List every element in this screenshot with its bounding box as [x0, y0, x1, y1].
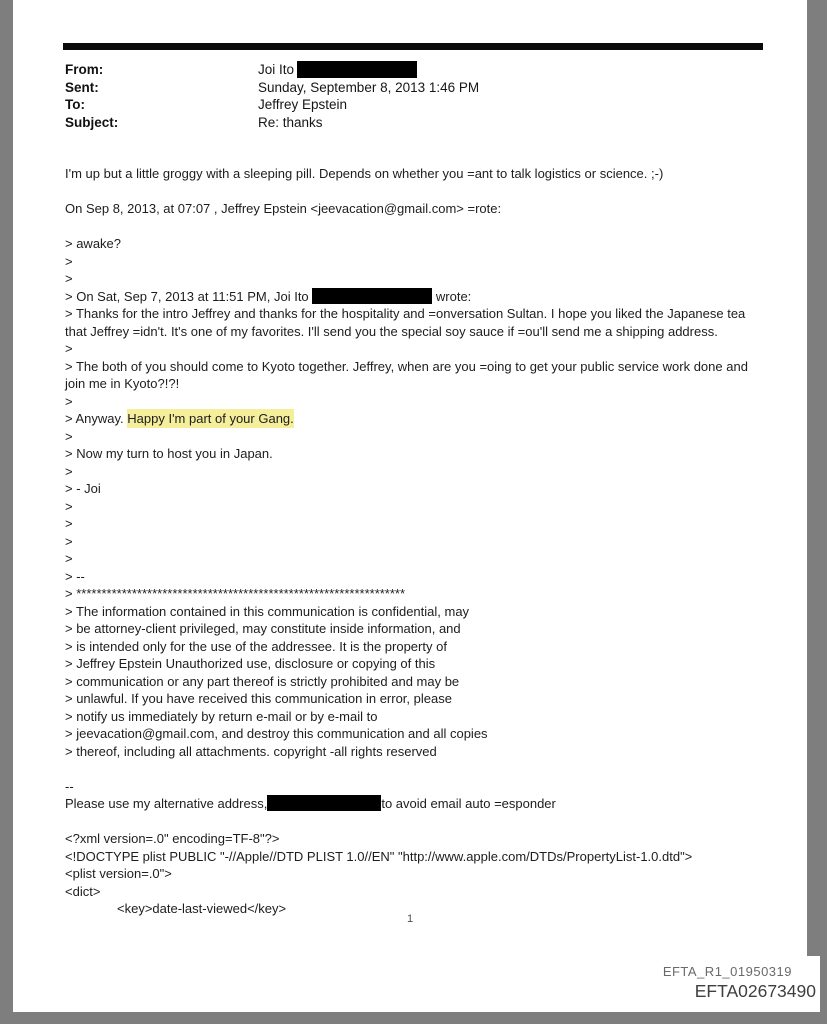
email-body-line	[65, 200, 781, 218]
email-body-line	[65, 743, 781, 761]
header-row-from	[65, 61, 765, 79]
header-divider-rule	[63, 43, 763, 50]
text-run: <!DOCTYPE plist PUBLIC "-//Apple//DTD PLIST 1.0//EN" "http://www.apple.com/DTDs/PropertyList-1.0.dtd">	[65, 848, 693, 864]
email-body-line	[65, 305, 781, 323]
text-run: > be attorney-client privileged, may constitute inside information, and	[65, 621, 461, 636]
text-run: > *****************************************************************	[65, 586, 406, 601]
email-body-line	[65, 655, 781, 673]
email-body-line	[65, 463, 781, 481]
email-body-line	[65, 778, 781, 796]
text-run: >	[65, 341, 73, 356]
text-run: join me in Kyoto?!?!	[65, 376, 180, 391]
redaction-bar	[312, 288, 432, 304]
document-page	[13, 0, 807, 1012]
from-value	[258, 61, 765, 79]
email-body-line	[65, 218, 781, 236]
sent-value: Sunday, September 8, 2013 1:46 PM	[258, 79, 480, 95]
text-run: to avoid email auto =esponder	[381, 796, 556, 811]
email-body-line	[65, 235, 781, 253]
bates-number-secondary: EFTA_R1_01950319	[662, 964, 792, 979]
header-row-subject	[65, 114, 765, 132]
text-run: > jeevacation@gmail.com, and destroy this communication and all copies	[65, 726, 488, 741]
text-run: >	[65, 516, 73, 531]
email-body-line	[65, 760, 781, 778]
bates-number-primary: EFTA02673490	[694, 981, 816, 1001]
email-body-line	[65, 288, 781, 306]
to-value: Jeffrey Epstein	[258, 97, 348, 112]
email-body-line	[65, 638, 781, 656]
email-body-line	[65, 428, 781, 446]
text-run: Please use my alternative address,	[65, 796, 268, 811]
email-body-line	[65, 568, 781, 586]
email-body-line	[65, 708, 781, 726]
email-body-line	[65, 340, 781, 358]
text-run: >	[65, 551, 73, 566]
email-body-line	[65, 515, 781, 533]
text-run: > Anyway.	[65, 411, 128, 426]
subject-label: Subject:	[65, 114, 119, 130]
email-body-line	[65, 865, 781, 883]
text-run: > Now my turn to host you in Japan.	[65, 446, 273, 461]
email-body-line	[65, 253, 781, 271]
text-run: > The information contained in this communication is confidential, may	[65, 603, 470, 619]
bates-stamp-box	[638, 956, 820, 1012]
text-run: <dict>	[65, 883, 101, 899]
text-run: <plist version=.0">	[65, 866, 172, 881]
email-body-line	[65, 813, 781, 831]
email-body-line	[65, 323, 781, 341]
text-run: <key>date-last-viewed</key>	[117, 901, 287, 916]
text-run: >	[65, 428, 73, 444]
email-body-line	[65, 165, 781, 183]
text-run: > notify us immediately by return e-mail or by e-mail to	[65, 708, 378, 724]
email-body-line	[65, 603, 781, 621]
text-run: > Thanks for the intro Jeffrey and thanks for the hospitality and =onversation Sultan. I hope you liked the Japanese tea	[65, 306, 746, 321]
email-body-line	[65, 795, 781, 813]
to-label: To:	[65, 97, 85, 112]
email-body-line	[65, 620, 781, 638]
email-body	[65, 165, 781, 918]
subject-value: Re: thanks	[258, 114, 323, 130]
page-number: 1	[406, 913, 414, 925]
text-run: wrote:	[432, 288, 472, 304]
email-header	[65, 61, 765, 131]
text-run: --	[65, 778, 74, 794]
header-row-to	[65, 96, 765, 114]
text-run: > - Joi	[65, 481, 101, 496]
email-body-line	[65, 270, 781, 288]
text-run: > communication or any part thereof is strictly prohibited and may be	[65, 673, 460, 689]
email-body-line	[65, 393, 781, 411]
text-run: > --	[65, 568, 85, 584]
email-body-line	[65, 410, 781, 428]
email-body-line	[65, 498, 781, 516]
text-run: > is intended only for the use of the addressee. It is the property of	[65, 638, 447, 654]
email-body-line	[65, 183, 781, 201]
highlighted-text: Happy I'm part of your Gang.	[127, 411, 294, 426]
redaction-bar	[297, 61, 417, 78]
text-run: > awake?	[65, 236, 122, 251]
email-body-line	[65, 725, 781, 743]
email-body-line	[65, 533, 781, 551]
email-body-line	[65, 848, 781, 866]
text-run: On Sep 8, 2013, at 07:07 , Jeffrey Epstein <jeevacation@gmail.com> =rote:	[65, 201, 502, 216]
sent-label: Sent:	[65, 79, 99, 95]
sender-name: Joi Ito	[258, 62, 295, 77]
text-run: > unlawful. If you have received this communication in error, please	[65, 691, 452, 706]
email-body-line	[65, 830, 781, 848]
email-body-line	[65, 480, 781, 498]
email-body-line	[65, 550, 781, 568]
text-run: >	[65, 271, 73, 286]
email-body-line	[65, 585, 781, 603]
from-label: From:	[65, 62, 104, 77]
redaction-bar	[267, 795, 381, 811]
text-run: <?xml version=.0" encoding=TF-8"?>	[65, 831, 280, 846]
text-run: > On Sat, Sep 7, 2013 at 11:51 PM, Joi Ito	[65, 288, 313, 304]
email-body-line	[65, 883, 781, 901]
email-body-line	[65, 690, 781, 708]
text-run: I'm up but a little groggy with a sleeping pill. Depends on whether you =ant to talk logistics or science. ;-)	[65, 166, 664, 181]
email-body-line	[65, 673, 781, 691]
text-run: that Jeffrey =idn't. It's one of my favorites. I'll send you the special soy sauce if =ou'll send me a shipping address.	[65, 323, 718, 339]
text-run: >	[65, 463, 73, 479]
header-row-sent	[65, 79, 765, 97]
text-run: > Jeffrey Epstein Unauthorized use, disclosure or copying of this	[65, 656, 436, 671]
text-run: >	[65, 393, 73, 409]
email-body-line	[65, 375, 781, 393]
email-body-line	[65, 358, 781, 376]
text-run: >	[65, 533, 73, 549]
text-run: > The both of you should come to Kyoto together. Jeffrey, when are you =oing to get your public service work done and	[65, 358, 748, 374]
text-run: >	[65, 253, 73, 269]
text-run: >	[65, 498, 73, 514]
email-body-line	[65, 445, 781, 463]
text-run: > thereof, including all attachments. copyright -all rights reserved	[65, 743, 437, 759]
